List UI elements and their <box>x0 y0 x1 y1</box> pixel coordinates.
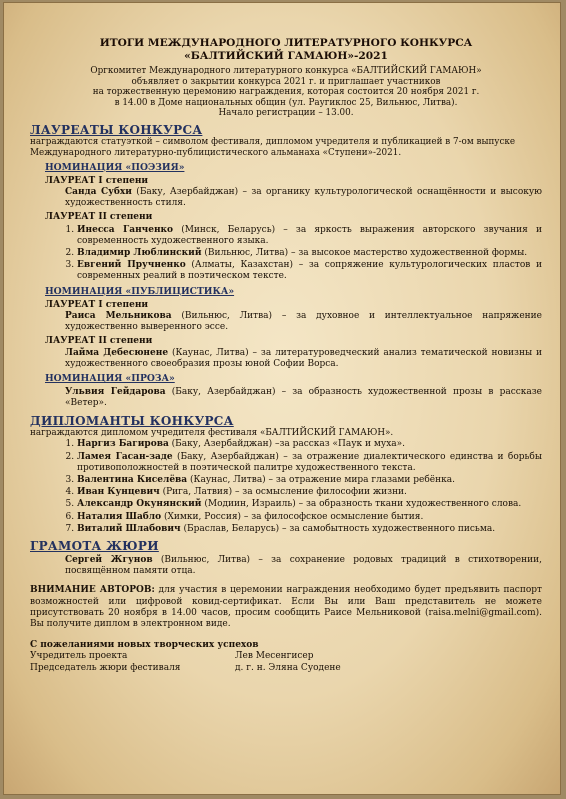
publicism-laureate-2-entry: Лайма Дебесюнене (Каунас, Литва) – за литературоведческий анализ тематической новизны и художественного своеобразия прозы юной Софии Ворса. <box>65 347 542 369</box>
nomination-prose: НОМИНАЦИЯ «ПРОЗА» <box>45 373 175 385</box>
poetry-laureate-2-label: ЛАУРЕАТ II степени <box>45 212 153 223</box>
signature-row: Председатель жюри фестиваля д. г. н. Эляна Суодене <box>30 662 341 673</box>
list-item: 3. Евгений Пручненко (Алматы, Казахстан) – за сопряжение культурологических пластов и современных реалий в поэтическом тексте. <box>77 260 542 282</box>
poetry-laureate-2-list <box>30 225 542 283</box>
signature-row: Учредитель проекта Лев Месенгисер <box>30 651 314 662</box>
list-item: 5. Александр Окунянский (Модиин, Израиль) – за образность ткани художественного слова. <box>77 499 542 510</box>
list-item: 3. Валентина Киселёва (Каунас, Литва) – за отражение мира глазами ребёнка. <box>77 475 542 486</box>
list-item: 1. Наргиз Багирова (Баку, Азербайджан) –за рассказ «Паук и муха». <box>77 439 542 450</box>
poetry-laureate-1-label: ЛАУРЕАТ I степени <box>45 175 149 186</box>
signature-block <box>30 640 542 674</box>
signature-greeting: С пожеланиями новых творческих успехов <box>30 640 259 651</box>
prose-entry: Ульвия Гейдарова (Баку, Азербайджан) – за образность художественной прозы в рассказе «Ветер». <box>65 387 543 409</box>
document-content <box>30 37 542 674</box>
jury-entry: Сергей Жгунов (Вильнюс, Литва) – за сохранение родовых традиций в стихотворении, посвящённом памяти отца. <box>65 555 542 577</box>
jury-heading: ГРАМОТА ЖЮРИ <box>30 539 159 554</box>
document-page <box>3 2 561 795</box>
list-item: 2. Владимир Люблинский (Вильнюс, Литва) – за высокое мастерство художественной формы. <box>77 248 542 259</box>
publicism-laureate-1-entry: Раиса Мельникова (Вильнюс, Литва) – за духовное и интеллектуальное напряжение художественно выверенного эссе. <box>65 311 542 333</box>
list-item: 2. Ламея Гасан-заде (Баку, Азербайджан) – за отражение диалектического единства и борьбы противоположностей в поэтической палитре художественного текста. <box>77 452 542 474</box>
diplomas-list <box>30 439 542 535</box>
poetry-laureate-1-entry: Санда Субхи (Баку, Азербайджан) – за органику культурологической оснащённости и высокую художественность стиля. <box>65 186 543 209</box>
list-item: 4. Иван Кунцевич (Рига, Латвия) – за осмысление философии жизни. <box>77 487 542 498</box>
laureates-description: награждаются статуэткой – символом фестиваля, дипломом учредителя и публикацией в 7-ом выпуске Международного литературно-публицистического альманаха «Ступени»-2021. <box>30 136 516 158</box>
list-item: 1. Инесса Ганченко (Минск, Беларусь) – за яркость выражения авторского звучания и современность художественного языка. <box>77 225 542 247</box>
publicism-laureate-1-label: ЛАУРЕАТ I степени <box>45 299 149 310</box>
intro-text: Оргкомитет Международного литературного конкурса «БАЛТИЙСКИЙ ГАМАЮН» объявляет о закрытии конкурса 2021 г. и приглашает участников на торжественную церемонию награждения, которая состоится 20 ноября 2021 г. в 14.00 в Доме национальных общин (ул. Раугиклос 25, Вильнюс, Литва). Начало регистрации – 13.00. <box>90 66 482 119</box>
list-item: 7. Виталий Шлабович (Браслав, Беларусь) – за самобытность художественного письма. <box>77 524 542 535</box>
publicism-laureate-2-label: ЛАУРЕАТ II степени <box>45 336 153 347</box>
diplomas-heading: ДИПЛОМАНТЫ КОНКУРСА <box>30 413 234 428</box>
list-item: 6. Наталия Шабло (Химки, Россия) – за философское осмысление бытия. <box>77 512 542 523</box>
nomination-publicism: НОМИНАЦИЯ «ПУБЛИЦИСТИКА» <box>45 285 235 297</box>
nomination-poetry: НОМИНАЦИЯ «ПОЭЗИЯ» <box>45 161 185 173</box>
diplomas-description: награждаются дипломом учредителя фестиваля «БАЛТИЙСКИЙ ГАМАЮН». <box>30 427 394 438</box>
attention-notice: ВНИМАНИЕ АВТОРОВ: для участия в церемонии награждения необходимо будет предъявить паспорт возможностей или цифровой ковид-сертификат. Если Вы или Ваш представитель не можете присутствовать 20 ноября в 14.00 часов, просим сообщить Раисе Мельниковой (raisa.melni@gmail.com). Вы получите диплом в электронном виде. <box>30 585 543 630</box>
document-title: ИТОГИ МЕЖДУНАРОДНОГО ЛИТЕРАТУРНОГО КОНКУРСА «БАЛТИЙСКИЙ ГАМАЮН»-2021 <box>99 37 473 62</box>
laureates-heading: ЛАУРЕАТЫ КОНКУРСА <box>30 122 203 137</box>
